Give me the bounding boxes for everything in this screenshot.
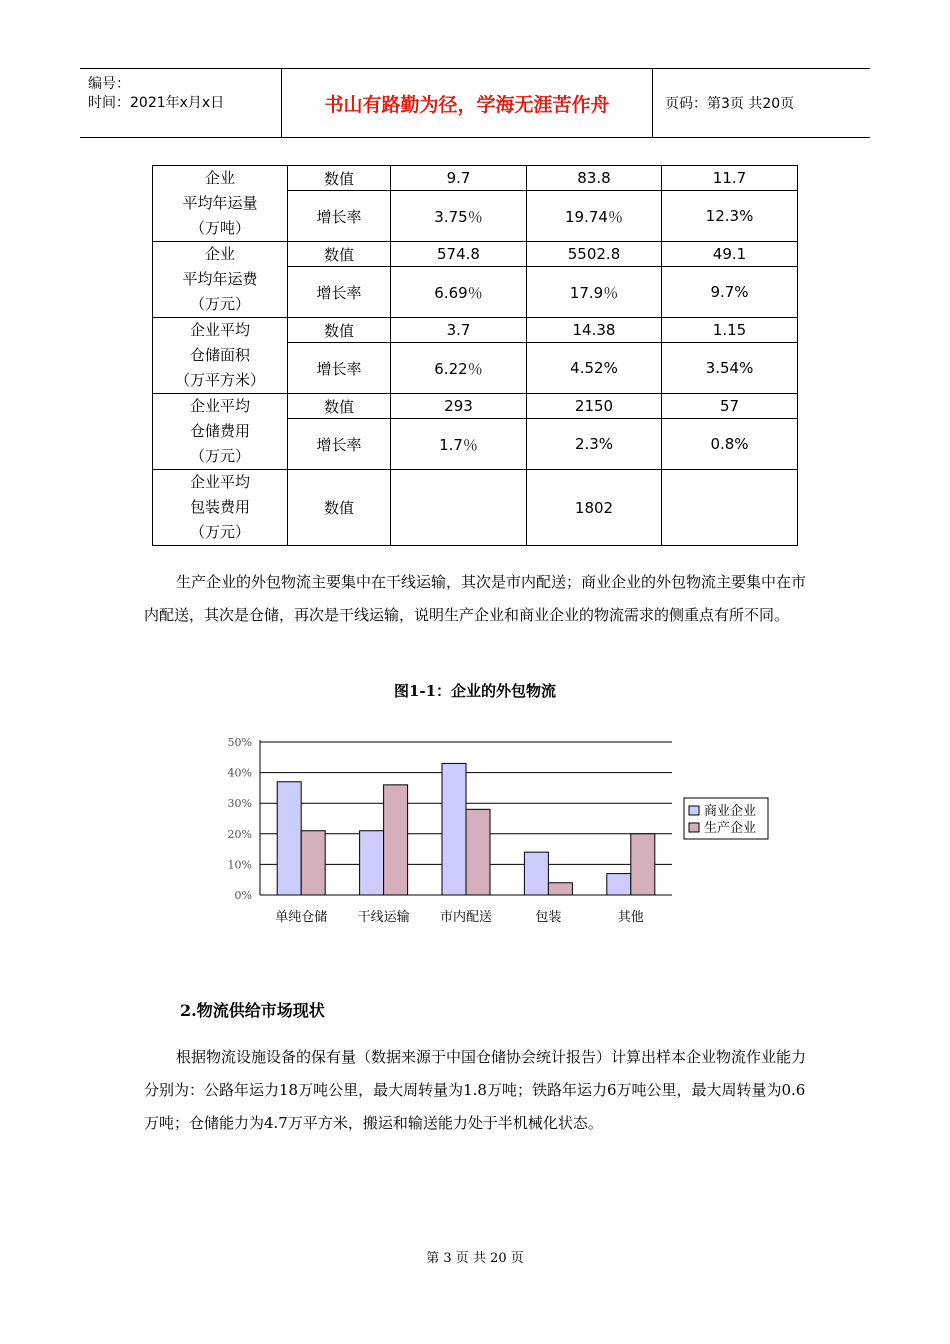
y-tick-label: 20% xyxy=(227,827,252,841)
paragraph-supply xyxy=(144,1041,812,1140)
page-header xyxy=(80,68,870,138)
row-label-line: 企业 xyxy=(204,245,235,263)
table-cell: 2150 xyxy=(527,394,662,419)
table-cell: 12.3% xyxy=(662,191,798,242)
table-cell: 14.38 xyxy=(527,318,662,343)
row-label-line: 平均年运费 xyxy=(182,270,258,288)
header-meta-cell xyxy=(80,69,282,137)
table-cell: 2.3% xyxy=(527,419,662,470)
x-tick-label: 包装 xyxy=(535,910,562,925)
table-cell: 574.8 xyxy=(391,242,527,267)
bar xyxy=(466,809,490,895)
row-label-line: 平均年运量 xyxy=(182,194,258,212)
y-tick-label: 50% xyxy=(227,736,252,749)
table-cell: 19.74％ xyxy=(527,191,662,242)
growth-kind-label: 增长率 xyxy=(288,419,391,470)
table-cell: 49.1 xyxy=(662,242,798,267)
row-label xyxy=(153,318,288,394)
row-label xyxy=(153,242,288,318)
table-cell: 3.54% xyxy=(662,343,798,394)
growth-kind-label: 增长率 xyxy=(288,267,391,318)
page-footer: 第 3 页 共 20 页 xyxy=(426,1251,524,1266)
bar xyxy=(631,834,655,895)
table-cell: 57 xyxy=(662,394,798,419)
x-tick-label: 其他 xyxy=(617,910,644,925)
row-label-line: 仓储费用 xyxy=(189,422,250,440)
row-label-line: 企业 xyxy=(204,169,235,187)
doc-number-label: 编号： xyxy=(88,76,130,92)
row-label-line: 企业平均 xyxy=(189,397,250,415)
row-label-line: （万元） xyxy=(189,295,250,313)
value-kind-label: 数值 xyxy=(288,470,391,546)
row-label-line: 企业平均 xyxy=(189,473,250,491)
x-tick-label: 干线运输 xyxy=(357,910,410,925)
paragraph-outsourcing xyxy=(144,566,812,632)
table-cell: 83.8 xyxy=(527,166,662,191)
legend-label: 生产企业 xyxy=(704,821,757,836)
table-cell: 1.7％ xyxy=(391,419,527,470)
y-tick-label: 10% xyxy=(227,858,252,872)
value-kind-label: 数值 xyxy=(288,318,391,343)
table-cell: 9.7% xyxy=(662,267,798,318)
row-label-line: （万平方米） xyxy=(174,371,265,389)
table-cell: 3.75％ xyxy=(391,191,527,242)
value-kind-label: 数值 xyxy=(288,242,391,267)
value-kind-label: 数值 xyxy=(288,394,391,419)
logistics-data-table xyxy=(152,165,798,546)
y-tick-label: 30% xyxy=(227,797,252,811)
table-row xyxy=(153,318,798,343)
growth-kind-label: 增长率 xyxy=(288,191,391,242)
y-tick-label: 0% xyxy=(234,889,252,902)
paragraph-outsourcing-text: 生产企业的外包物流主要集中在干线运输，其次是市内配送；商业企业的外包物流主要集中在市内配送，其次是仓储，再次是干线运输，说明生产企业和商业企业的物流需求的侧重点有所不同。 xyxy=(144,573,807,624)
y-tick-label: 40% xyxy=(227,766,252,780)
table-cell: 4.52% xyxy=(527,343,662,394)
row-label-line: 仓储面积 xyxy=(189,346,250,364)
bar xyxy=(442,763,466,895)
row-label xyxy=(153,166,288,242)
section-title: 2.物流供给市场现状 xyxy=(180,1001,325,1020)
bar xyxy=(384,785,408,895)
table-cell xyxy=(391,470,527,546)
header-motto: 书山有路勤为径，学海无涯苦作舟 xyxy=(282,69,653,137)
bar xyxy=(360,831,384,895)
row-label-line: （万元） xyxy=(189,447,250,465)
legend-swatch xyxy=(689,806,699,815)
row-label xyxy=(153,394,288,470)
table-cell: 17.9％ xyxy=(527,267,662,318)
table-row xyxy=(153,242,798,267)
table-cell: 5502.8 xyxy=(527,242,662,267)
bar xyxy=(524,852,548,895)
row-label-line: 企业平均 xyxy=(189,321,250,339)
bar xyxy=(301,831,325,895)
growth-kind-label: 增长率 xyxy=(288,343,391,394)
table-cell: 6.22％ xyxy=(391,343,527,394)
bar xyxy=(607,874,631,895)
x-tick-label: 单纯仓储 xyxy=(275,910,328,925)
x-tick-label: 市内配送 xyxy=(439,910,493,925)
bar xyxy=(548,883,572,895)
legend-swatch xyxy=(689,823,699,832)
paragraph-supply-text: 根据物流设施设备的保有量（数据来源于中国仓储协会统计报告）计算出样本企业物流作业能力分别为：公路年运力18万吨公里，最大周转量为1.8万吨；铁路年运力6万吨公里，最大周转量为0.6万吨；仓储能力为4.7万平方米，搬运和输送能力处于半机械化状态。 xyxy=(144,1048,807,1132)
table-cell: 1802 xyxy=(527,470,662,546)
row-label-line: 包装费用 xyxy=(189,498,250,516)
table-cell: 1.15 xyxy=(662,318,798,343)
table-cell: 6.69％ xyxy=(391,267,527,318)
bar xyxy=(277,782,301,895)
table-cell xyxy=(662,470,798,546)
row-label xyxy=(153,470,288,546)
table-cell: 11.7 xyxy=(662,166,798,191)
table-cell: 0.8% xyxy=(662,419,798,470)
row-label-line: （万元） xyxy=(189,523,250,541)
table-cell: 293 xyxy=(391,394,527,419)
outsourcing-bar-chart xyxy=(212,730,792,930)
table-row xyxy=(153,166,798,191)
figure-title: 图1-1：企业的外包物流 xyxy=(393,682,557,700)
doc-time-label: 时间：2021年x月x日 xyxy=(88,95,225,111)
table-cell: 3.7 xyxy=(391,318,527,343)
legend-label: 商业企业 xyxy=(704,804,757,819)
table-row xyxy=(153,394,798,419)
header-page-info: 页码：第3页 共20页 xyxy=(665,96,795,112)
value-kind-label: 数值 xyxy=(288,166,391,191)
table-cell: 9.7 xyxy=(391,166,527,191)
table-row xyxy=(153,470,798,546)
row-label-line: （万吨） xyxy=(189,219,250,237)
